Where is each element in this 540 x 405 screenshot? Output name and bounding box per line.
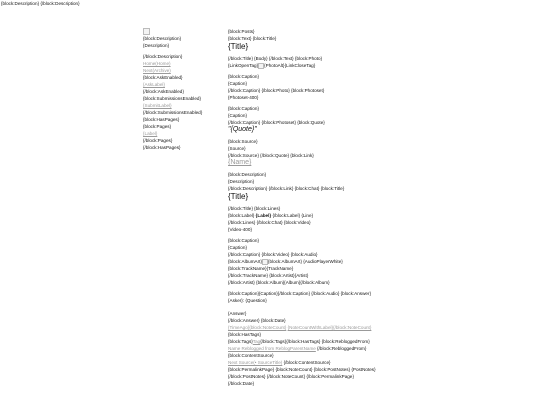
date-close: {/block:Date} <box>228 381 255 386</box>
caption: {Caption} <box>228 113 247 118</box>
album: {/block:Artist} {block:Album}{Album}{/block:Album} <box>228 280 330 285</box>
top-description-text: {block:Description} {/block:Description} <box>1 1 80 6</box>
source-line <box>228 359 533 366</box>
postnotes-close: {/block:PostNotes} {/block:NoteCount} {/block:PermalinkPage} <box>228 374 354 379</box>
link-name[interactable]: {Name} <box>228 159 252 166</box>
video: {Video-400} <box>228 227 252 232</box>
caption-open: {block:Caption} <box>228 74 259 79</box>
description: {Description} <box>228 179 255 184</box>
audio-player[interactable]: {AudioPlayerWhite} <box>303 259 343 264</box>
submissions-end: {/block:SubmissionsEnabled} <box>143 110 203 116</box>
notes-line <box>228 324 533 331</box>
tags-line <box>228 338 533 345</box>
text-body-line: {/block:Title} {Body} {/block:Text} {block:Photo} <box>228 56 323 61</box>
caption: {Caption} <box>228 245 247 250</box>
artist: {/block:TrackName} {block:Artist}{Artist} <box>228 273 309 278</box>
chat-label-line <box>228 212 533 219</box>
description-close-chat: {/block:Description} {/block:Link} {block:Chat} {block:Title} <box>228 186 345 191</box>
ask-enabled-end: {/block:AskEnabled} <box>143 89 184 95</box>
caption-audio-answer: {block:Caption}{Caption}{/block:Caption} {/block:Audio} {block:Answer} <box>228 291 372 296</box>
source-close-link: {/block:Source} {/block:Quote} {block:Link} <box>228 153 314 158</box>
notecount-end[interactable]: {/block:NoteCount} <box>333 325 372 330</box>
submissions-start: {block:SubmissionsEnabled} <box>143 96 201 102</box>
caption-close-audio: {/block:Caption} {/block:Video} {block:Audio} <box>228 252 318 257</box>
link-open-tag: {LinkOpenTag} <box>228 63 259 68</box>
chat-lines: {/block:Title} {block:Lines} <box>228 206 281 211</box>
trackname: {block:TrackName}{TrackName} <box>228 266 294 271</box>
albumart-alt: {block:AlbumArt} <box>267 259 302 264</box>
tag-link[interactable]: Tag <box>252 339 261 344</box>
caption-close-photo: {/block:Caption} {/block:Photo} {block:Photoset} <box>228 88 325 93</box>
posts-column <box>228 28 533 387</box>
ask-link[interactable]: {AskLabel} <box>143 82 165 88</box>
source: {Source} <box>228 146 246 151</box>
label-close: {/block:Label} {Line} <box>272 213 314 218</box>
caption-open: {block:Caption} <box>228 238 259 243</box>
reblog-end: {/block:RebloggedFrom} <box>317 346 367 351</box>
page-link[interactable]: {Label} <box>143 131 158 137</box>
albumart-line <box>228 258 533 265</box>
sidebar-line: {block:Description} <box>143 36 182 42</box>
quote-text: "{Quote}" <box>228 126 257 133</box>
tags-close: {/block:Tags}{/block:HasTags} {block:RebloggedFrom} <box>260 339 370 344</box>
caption: {Caption} <box>228 81 247 86</box>
description-open: {block:Description} <box>228 172 267 177</box>
link-close-tag: {LinkCloseTag} <box>284 63 316 68</box>
source-open: {block:Source} <box>228 139 258 144</box>
portrait-image-icon <box>143 28 150 35</box>
answer: {Answer} <box>228 311 247 316</box>
chat-label: {Label} <box>255 213 272 218</box>
post-title: {Title} <box>228 42 249 51</box>
answer-close-date: {/block:Answer} {block:Date} <box>228 318 286 323</box>
lines-close-video: {/block:Lines} {/block:Chat} {block:Video} <box>228 220 311 225</box>
home-link[interactable]: Home(Home) <box>143 61 171 67</box>
photoset: {Photoset-400} <box>228 95 259 100</box>
ask-enabled-start: {block:AskEnabled} <box>143 75 183 81</box>
submit-link[interactable]: {SubmitLabel} <box>143 103 172 109</box>
asker-question: {Asker}: {Question} <box>228 298 267 303</box>
caption-open: {block:Caption} <box>228 106 259 111</box>
text-title-open: {block:Text} {block:Title} <box>228 36 277 41</box>
timeago-link[interactable]: {TimeAgo}{block:NoteCount} <box>228 325 287 330</box>
photo-alt: {PhotoAlt} <box>264 63 285 68</box>
content-source-open: {block:ContentSource} <box>228 353 274 358</box>
hastags: {block:HasTags} <box>228 332 261 337</box>
albumart-open: {block:AlbumArt} <box>228 259 262 264</box>
sidebar-line: {Description} <box>143 43 170 49</box>
content-source-link[interactable]: Next Source(• SourceTitle) <box>228 360 283 365</box>
haspages-end: {/block:HasPages} <box>143 145 181 151</box>
caption-close-quote: {/block:Caption} {/block:Photoset} {block:Quote} <box>228 120 325 125</box>
posts-start: {block:Posts} <box>228 29 255 34</box>
photo-line <box>228 62 533 69</box>
chat-title: {Title} <box>228 192 249 201</box>
archive-link[interactable]: Next(Archive) <box>143 68 171 74</box>
sidebar <box>143 28 223 151</box>
tags-open: {block:Tags} <box>228 339 253 344</box>
pages-end: {/block:Pages} <box>143 138 173 144</box>
pages-start: {block:Pages} <box>143 124 172 130</box>
content-source-end: {/block:ContentSource} <box>283 360 331 365</box>
notecount-link[interactable]: {NoteCountWithLabel} <box>287 325 334 330</box>
reblogged-from-link[interactable]: Name Reblogged from ReblogParentName <box>228 346 316 351</box>
permalink-row: {block:PermalinkPage} {block:NoteCount} {block:PostNotes} {PostNotes} <box>228 367 376 372</box>
reblog-line <box>228 345 533 352</box>
label-open: {block:Label} <box>228 213 255 218</box>
haspages-start: {block:HasPages} <box>143 117 180 123</box>
sidebar-line: {/block:Description} <box>143 54 183 60</box>
